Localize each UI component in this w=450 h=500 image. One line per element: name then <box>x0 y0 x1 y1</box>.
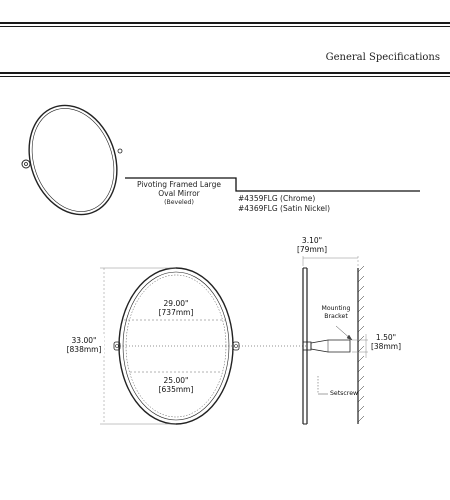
model-list <box>238 194 330 214</box>
height-metric: [838mm] <box>66 345 102 354</box>
lower-width-label <box>156 376 196 394</box>
setscrew-callout: Setscrew <box>330 390 359 397</box>
depth-value: 3.10" <box>301 236 323 245</box>
upper-width-metric: [737mm] <box>158 308 194 317</box>
callout-leaders <box>318 326 352 394</box>
width-dimensions <box>124 320 228 372</box>
bracket-height-value: 1.50" <box>375 333 397 342</box>
bracket-height-dimension <box>352 334 368 358</box>
mirror-front-view <box>114 268 306 424</box>
depth-label <box>296 236 328 254</box>
height-value: 33.00" <box>71 336 97 345</box>
mirror-perspective-illustration <box>14 93 131 227</box>
lower-width-value: 25.00" <box>163 376 189 385</box>
mounting-bracket-callout <box>318 305 354 321</box>
product-name-line1: Pivoting Framed Large <box>136 180 221 189</box>
model-chrome: #4359FLG (Chrome) <box>238 194 316 203</box>
product-name-line3: (Beveled) <box>164 199 194 206</box>
model-satin-nickel: #4369FLG (Satin Nickel) <box>238 204 331 213</box>
depth-dimension <box>303 256 358 336</box>
mounting-bracket-line2: Bracket <box>324 313 348 320</box>
bracket-height-metric: [38mm] <box>370 342 401 351</box>
section-title: General Specifications <box>325 52 440 63</box>
depth-metric: [79mm] <box>296 245 327 254</box>
lower-width-metric: [635mm] <box>158 385 194 394</box>
bracket-height-label <box>368 333 404 351</box>
height-label <box>64 336 104 354</box>
upper-width-label <box>156 299 196 317</box>
wall-section <box>358 266 364 424</box>
right-pivot-knob <box>233 342 239 350</box>
mounting-bracket-line1: Mounting <box>321 305 351 312</box>
upper-width-value: 29.00" <box>163 299 189 308</box>
mirror-side-view <box>303 268 350 424</box>
product-name <box>120 180 238 207</box>
product-name-line2: Oval Mirror <box>158 189 200 198</box>
